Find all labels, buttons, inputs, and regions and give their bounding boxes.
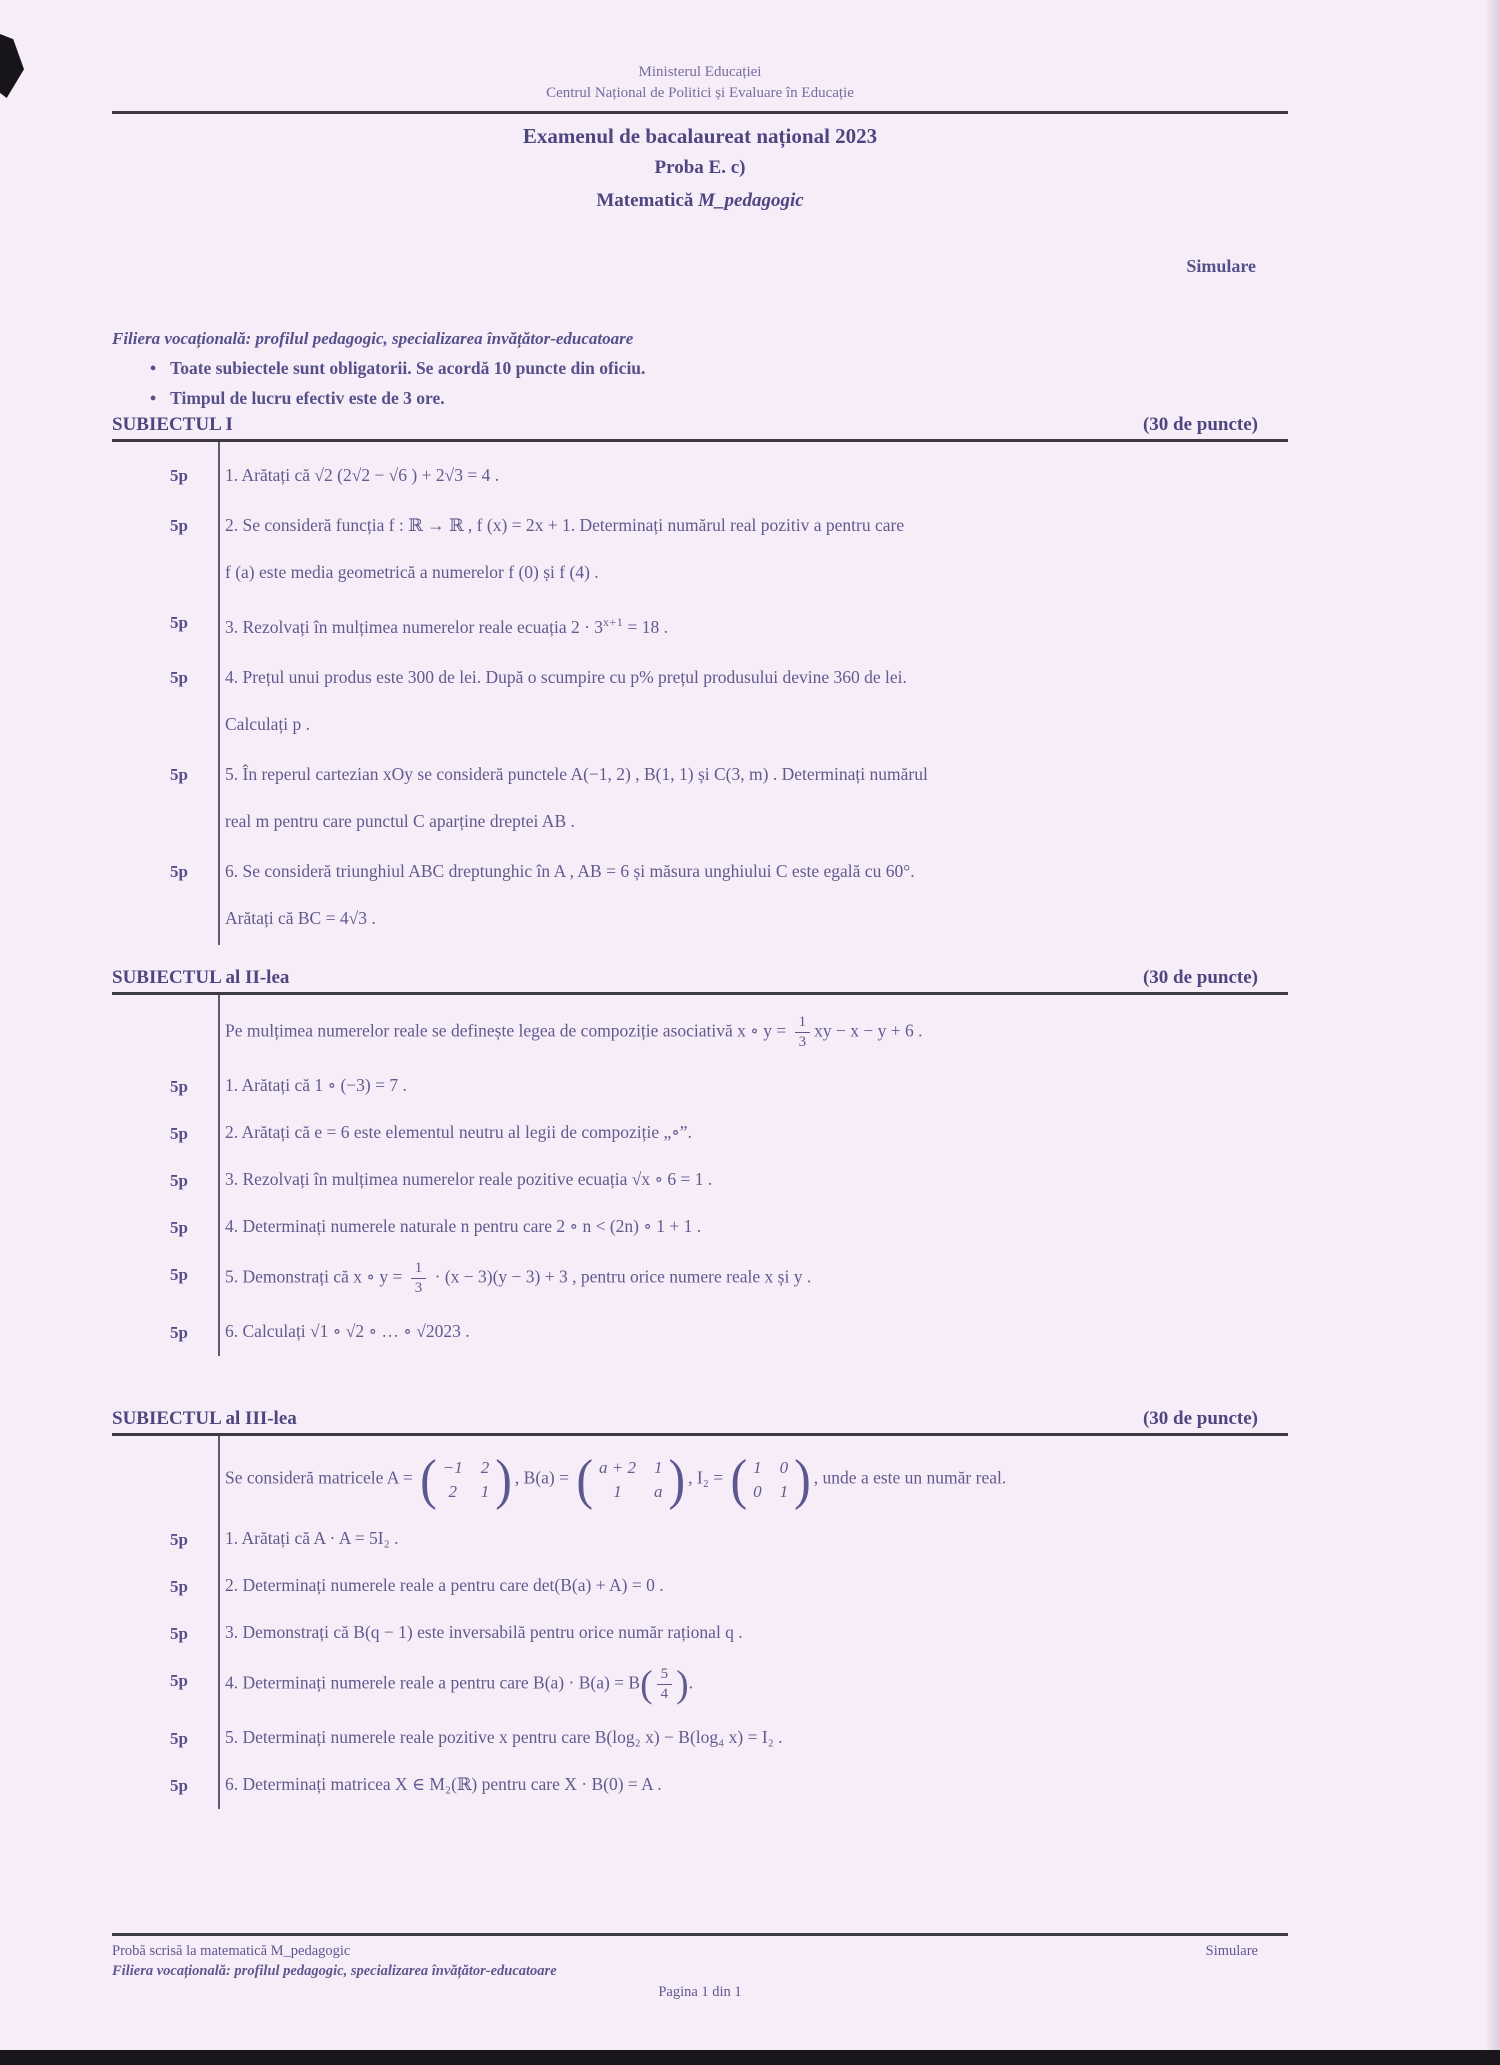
problem-line: 1. Arătați că √2 (2√2 − √6 ) + 2√3 = 4 . bbox=[225, 465, 500, 485]
fraction bbox=[795, 1014, 811, 1051]
matrix-identity bbox=[730, 1447, 811, 1511]
subject-profile: M_pedagogic bbox=[698, 190, 804, 211]
ministry-line-2: Centrul Național de Politici și Evaluare în Educație bbox=[546, 85, 854, 101]
text-segment: , B(a) = bbox=[514, 1467, 574, 1488]
section-points: (30 de puncte) bbox=[1142, 966, 1258, 988]
problem-item bbox=[170, 654, 1288, 748]
section-1-header bbox=[112, 414, 1288, 436]
intro-line bbox=[225, 1446, 1288, 1513]
scan-artifact-corner bbox=[0, 34, 24, 98]
matrix-cell: 2 bbox=[448, 1481, 457, 1501]
points-badge: 5p bbox=[170, 1322, 188, 1342]
problem-line: 3. Rezolvați în mulțimea numerelor reale pozitive ecuația √x ∘ 6 = 1 . bbox=[225, 1168, 713, 1189]
matrix-cell: a bbox=[654, 1481, 663, 1501]
items-gutter-line bbox=[218, 1436, 220, 1809]
bullet-icon: • bbox=[150, 358, 157, 378]
filiera-note: Filiera vocațională: profilul pedagogic, specializarea învățător-educatoare bbox=[112, 329, 634, 348]
problem-item bbox=[170, 1657, 1288, 1712]
matrix-paren: ( bbox=[576, 1447, 594, 1511]
exponent: x+1 bbox=[603, 615, 624, 629]
text-segment: 5. Demonstrați că x ∘ y = bbox=[225, 1266, 407, 1287]
problem-item bbox=[170, 1251, 1288, 1306]
points-badge: 5p bbox=[170, 861, 188, 881]
intro-line bbox=[225, 1005, 1288, 1060]
problem-line: 2. Determinați numerele reale a pentru care det(B(a) + A) = 0 . bbox=[225, 1574, 664, 1595]
matrix-paren: ( bbox=[730, 1447, 748, 1511]
points-badge: 5p bbox=[170, 1170, 188, 1190]
section-intro bbox=[225, 1446, 1288, 1513]
problem-line: 2. Arătați că e = 6 este elementul neutru al legii de compoziție „∘”. bbox=[225, 1121, 692, 1142]
footer-proba: Probă scrisă la matematică M_pedagogic bbox=[112, 1942, 351, 1959]
exam-title: Examenul de bacalaureat național 2023 bbox=[522, 124, 878, 148]
matrix-cell: 1 bbox=[753, 1457, 762, 1477]
points-badge: 5p bbox=[170, 1775, 188, 1795]
section-3-items bbox=[112, 1436, 1288, 1815]
points-badge: 5p bbox=[170, 1264, 188, 1284]
problem-line: 2. Se consideră funcția f : ℝ → ℝ , f (x) = 2x + 1. Determinați numărul real pozitiv a pentru care bbox=[225, 515, 905, 535]
big-paren: ) bbox=[676, 1663, 689, 1706]
matrix-paren: ) bbox=[794, 1447, 811, 1511]
ministry-header bbox=[112, 0, 1288, 104]
problem-line: Calculați p . bbox=[225, 713, 311, 734]
footer-filiera: Filiera vocațională: profilul pedagogic, specializarea învățător-educatoare bbox=[112, 1962, 557, 1979]
scan-artifact-bottom bbox=[0, 2050, 1500, 2065]
points-badge: 5p bbox=[170, 1576, 188, 1596]
matrix-paren: ( bbox=[420, 1447, 437, 1511]
text-segment: xy − x − y + 6 . bbox=[814, 1020, 923, 1041]
problem-line: 5. Determinați numerele reale pozitive x pentru care B(log₂ x) − B(log₄ x) = I₂ . bbox=[225, 1726, 783, 1747]
matrix-a bbox=[420, 1447, 512, 1511]
text-segment: , unde a este un număr real. bbox=[813, 1467, 1007, 1488]
matrix-cell: 2 bbox=[480, 1457, 490, 1477]
page-content bbox=[112, 0, 1288, 2001]
fraction-numerator: 1 bbox=[795, 1014, 811, 1033]
text-segment: · (x − 3)(y − 3) + 3 , pentru orice numere reale x și y . bbox=[430, 1266, 812, 1287]
fraction bbox=[657, 1666, 673, 1703]
points-badge: 5p bbox=[170, 1076, 188, 1096]
problem-line: real m pentru care punctul C aparține dreptei AB . bbox=[225, 810, 575, 831]
section-2-items bbox=[112, 995, 1288, 1362]
problem-line: 5. În reperul cartezian xOy se consideră punctele A(−1, 2) , B(1, 1) și C(3, m) . Determinați numărul bbox=[225, 763, 928, 784]
matrix-b-of-a bbox=[576, 1447, 686, 1511]
section-1-items bbox=[112, 442, 1288, 951]
exam-proba: Proba E. c) bbox=[654, 157, 746, 178]
problem-line: 6. Determinați matricea X ∈ M₂(ℝ) pentru care X · B(0) = A . bbox=[225, 1773, 662, 1794]
points-badge: 5p bbox=[170, 466, 188, 485]
problem-item bbox=[170, 1516, 1288, 1560]
matrix-cell: 0 bbox=[779, 1457, 789, 1477]
problem-item bbox=[170, 1610, 1288, 1654]
problem-line: 6. Se consideră triunghiul ABC dreptunghic în A , AB = 6 și măsura unghiului C este egală cu 60°. bbox=[225, 860, 915, 881]
bullet-text: Timpul de lucru efectiv este de 3 ore. bbox=[170, 388, 445, 408]
points-badge: 5p bbox=[170, 1123, 188, 1143]
footer-session: Simulare bbox=[1205, 1942, 1258, 1959]
section-2-header bbox=[112, 967, 1288, 989]
text-segment: Pe mulțimea numerelor reale se definește legea de compoziție asociativă x ∘ y = bbox=[225, 1020, 791, 1041]
matrix-cell: a + 2 bbox=[599, 1457, 637, 1477]
problem-item bbox=[170, 1204, 1288, 1248]
big-paren: ( bbox=[640, 1663, 653, 1706]
page-edge-shadow bbox=[1484, 0, 1500, 2050]
problem-item bbox=[170, 1110, 1288, 1154]
problem-line bbox=[225, 1251, 1288, 1306]
problem-line: 4. Determinați numerele naturale n pentru care 2 ∘ n < (2n) ∘ 1 + 1 . bbox=[225, 1215, 702, 1236]
points-badge: 5p bbox=[170, 764, 188, 784]
items-gutter-line bbox=[218, 995, 220, 1356]
problem-item bbox=[170, 502, 1288, 596]
problem-item bbox=[170, 1157, 1288, 1201]
problem-item bbox=[170, 1063, 1288, 1107]
problem-line: 4. Prețul unui produs este 300 de lei. După o scumpire cu p% prețul produsului devine 360 de lei. bbox=[225, 666, 907, 687]
matrix-cell: 0 bbox=[753, 1481, 762, 1501]
ministry-line-1: Ministerul Educației bbox=[638, 64, 762, 80]
text-segment: 4. Determinați numerele reale a pentru care B(a) · B(a) = B bbox=[225, 1672, 641, 1693]
footer-page-number: Pagina 1 din 1 bbox=[658, 1983, 742, 2000]
section-title: SUBIECTUL al III-lea bbox=[112, 1407, 297, 1429]
fraction-denominator: 3 bbox=[798, 1033, 807, 1050]
section-title: SUBIECTUL al II-lea bbox=[112, 966, 290, 988]
problem-item bbox=[170, 848, 1288, 942]
problem-item bbox=[170, 751, 1288, 845]
problem-line: 1. Arătați că 1 ∘ (−3) = 7 . bbox=[225, 1074, 407, 1095]
footer-row bbox=[112, 1943, 1288, 1960]
matrix-cell: 1 bbox=[613, 1481, 622, 1501]
items-gutter-line bbox=[218, 442, 220, 945]
text-segment: . bbox=[688, 1672, 694, 1693]
problem-item bbox=[170, 1563, 1288, 1607]
bullet-icon: • bbox=[150, 388, 157, 408]
subject-name: Matematică bbox=[596, 190, 699, 211]
problem-line: Arătați că BC = 4√3 . bbox=[225, 907, 376, 928]
problem-line: 3. Demonstrați că B(q − 1) este inversabilă pentru orice număr rațional q . bbox=[225, 1621, 743, 1642]
footer-divider bbox=[112, 1933, 1288, 1936]
problem-item bbox=[170, 1715, 1288, 1759]
section-points: (30 de puncte) bbox=[1142, 414, 1258, 435]
header-divider bbox=[112, 111, 1288, 114]
points-badge: 5p bbox=[170, 1217, 188, 1237]
text-segment: 3. Rezolvați în mulțimea numerelor reale ecuația 2 · 3 bbox=[225, 616, 604, 637]
fraction-numerator: 5 bbox=[657, 1666, 673, 1685]
text-segment: , I₂ = bbox=[688, 1467, 728, 1488]
points-badge: 5p bbox=[170, 1529, 188, 1549]
problem-line bbox=[225, 599, 1288, 651]
matrix-paren: ) bbox=[668, 1447, 686, 1511]
bullet-item bbox=[112, 358, 1288, 379]
matrix-paren: ) bbox=[495, 1447, 512, 1511]
section-3-header bbox=[112, 1408, 1288, 1430]
text-segment: Se consideră matricele A = bbox=[225, 1467, 418, 1488]
points-badge: 5p bbox=[170, 516, 188, 535]
points-badge: 5p bbox=[170, 1728, 188, 1748]
problem-item bbox=[170, 452, 1288, 499]
problem-line: 6. Calculați √1 ∘ √2 ∘ … ∘ √2023 . bbox=[225, 1320, 470, 1341]
matrix-cell: 1 bbox=[779, 1481, 789, 1501]
matrix-cell: −1 bbox=[442, 1457, 463, 1477]
text-segment: = 18 . bbox=[623, 616, 669, 637]
points-badge: 5p bbox=[170, 1623, 188, 1643]
problem-line: 1. Arătați că A · A = 5I₂ . bbox=[225, 1527, 399, 1548]
fraction bbox=[411, 1260, 427, 1297]
session-label: Simulare bbox=[1186, 256, 1256, 276]
matrix-cell: 1 bbox=[654, 1457, 663, 1477]
problem-line bbox=[225, 1657, 1288, 1712]
section-title: SUBIECTUL I bbox=[112, 414, 233, 435]
problem-line: f (a) este media geometrică a numerelor f (0) și f (4) . bbox=[225, 562, 599, 582]
points-badge: 5p bbox=[170, 667, 188, 687]
matrix-cell: 1 bbox=[480, 1481, 490, 1501]
problem-item bbox=[170, 1309, 1288, 1353]
section-points: (30 de puncte) bbox=[1142, 1407, 1258, 1429]
bullet-item bbox=[112, 388, 1288, 409]
bullet-text: Toate subiectele sunt obligatorii. Se acordă 10 puncte din oficiu. bbox=[170, 358, 646, 378]
problem-item bbox=[170, 599, 1288, 651]
exam-subject bbox=[112, 190, 1288, 212]
section-intro bbox=[225, 1005, 1288, 1060]
fraction-numerator: 1 bbox=[411, 1260, 427, 1279]
points-badge: 5p bbox=[170, 613, 188, 632]
fraction-denominator: 3 bbox=[414, 1279, 423, 1296]
points-badge: 5p bbox=[170, 1670, 188, 1690]
fraction-denominator: 4 bbox=[660, 1685, 669, 1702]
problem-item bbox=[170, 1762, 1288, 1806]
